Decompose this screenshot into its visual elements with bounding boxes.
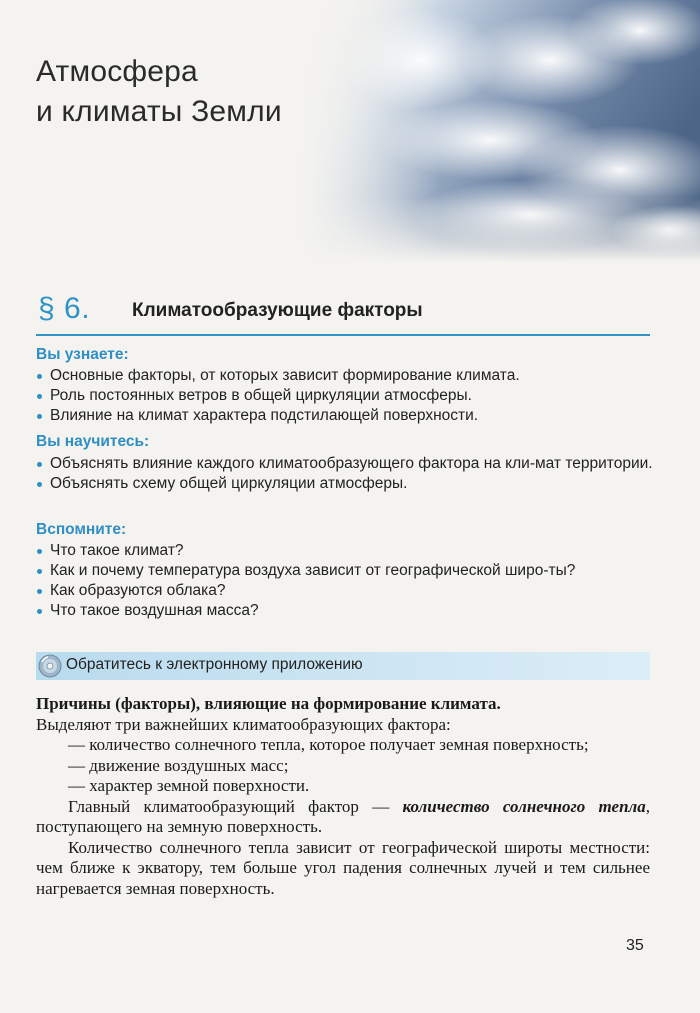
factors-intro: Выделяют три важнейших климатообразующих фактора: [36,714,451,734]
recall-label: Вспомните: [36,521,127,538]
list-item: Роль постоянных ветров в общей циркуляции атмосферы. [36,386,656,406]
learn-label: Вы узнаете: [36,346,129,363]
chapter-title-line2: и климаты Земли [36,95,282,128]
skills-list [36,454,656,494]
section-number: § 6. [38,292,91,325]
list-item: Как и почему температура воздуха зависит от географической широ-ты? [36,561,656,581]
factors-heading: Причины (факторы), влияющие на формирование климата. [36,694,501,713]
list-item: Что такое воздушная масса? [36,601,656,621]
latitude-paragraph: Количество солнечного тепла зависит от географической широты местности: чем ближе к экватору, тем больше угол падения солнечных лучей и тем сильнее нагревается земная поверхность. [36,837,650,898]
list-item: Что такое климат? [36,541,656,561]
list-item: Основные факторы, от которых зависит формирование климата. [36,366,656,386]
sky-clouds-photo [300,0,700,262]
appendix-link-label: Обратитесь к электронному приложению [66,656,363,673]
main-factor-suffix: , поступающего на земную поверхность. [36,796,650,836]
electronic-appendix-link[interactable] [36,652,650,680]
factor-item: — движение воздушных масс; [68,755,289,775]
chapter-title-line1: Атмосфера [36,55,198,88]
skills-label: Вы научитесь: [36,433,150,450]
section-title: Климатообразующие факторы [132,300,423,321]
factor-item: — характер земной поверхности. [68,776,310,795]
main-factor-paragraph [36,797,650,838]
list-item: Как образуются облака? [36,581,656,601]
main-text [36,694,650,899]
main-factor-emphasis: количество солнечного тепла [402,796,646,816]
chapter-title [36,52,282,132]
page-number: 35 [626,937,644,954]
recall-list [36,541,656,621]
learn-list [36,366,656,426]
main-factor-prefix: Главный климатообразующий фактор — [68,796,403,816]
list-item: Объяснять влияние каждого климатообразующего фактора на кли-мат территории. [36,454,656,474]
section-header [36,290,650,336]
list-item: Объяснять схему общей циркуляции атмосферы. [36,474,656,494]
list-item: Влияние на климат характера подстилающей поверхности. [36,406,656,426]
disc-icon [38,654,62,678]
factor-item: — количество солнечного тепла, которое получает земная поверхность; [68,735,589,754]
